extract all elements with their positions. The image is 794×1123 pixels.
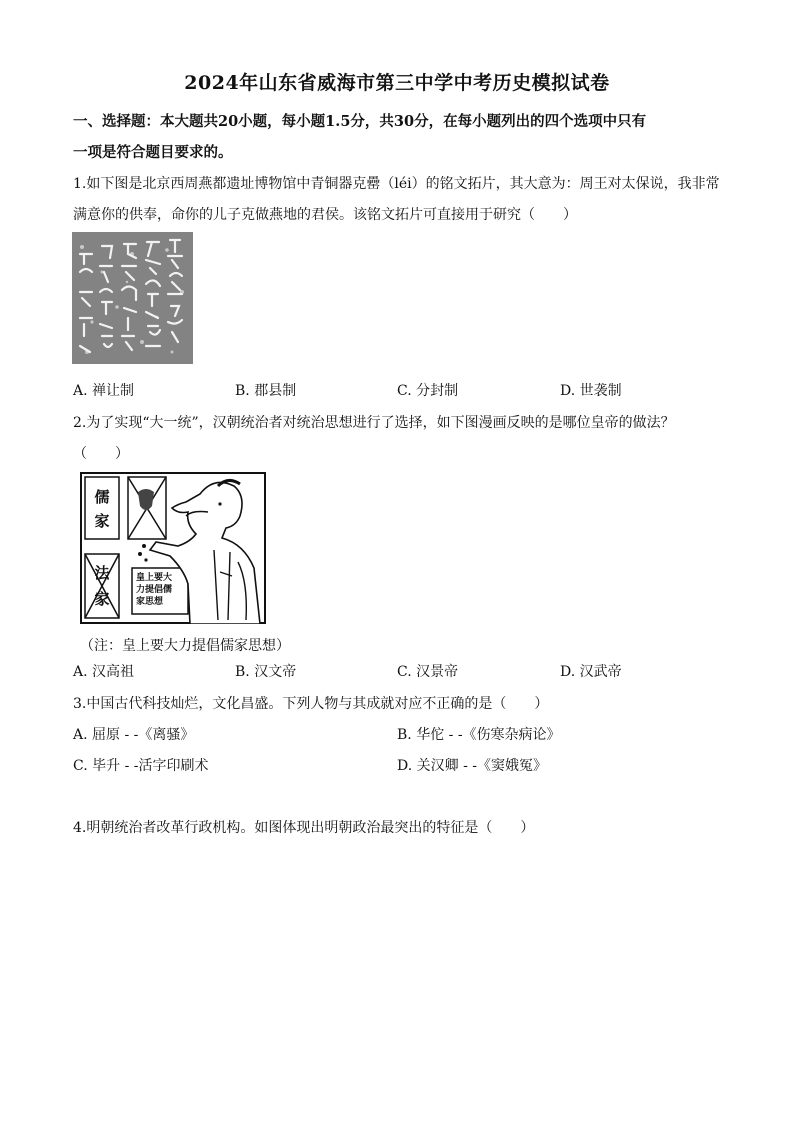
q3-option-c[interactable]: C. 毕升 - -活字印刷术	[73, 758, 209, 774]
svg-text:力提倡儒: 力提倡儒	[136, 585, 173, 595]
q2-option-b[interactable]: B. 汉文帝	[235, 664, 297, 680]
svg-text:家思想: 家思想	[136, 597, 164, 607]
cartoon-box1-char1: 儒	[94, 488, 110, 506]
q1-stem-line2: 满意你的供奉，命你的儿子克做燕地的君侯。该铭文拓片可直接用于研究（ ）	[73, 207, 577, 223]
q3-stem: 3.中国古代科技灿烂，文化昌盛。下列人物与其成就对应不正确的是（ ）	[73, 696, 549, 712]
q1-option-a[interactable]: A. 禅让制	[73, 383, 135, 399]
q3-option-a[interactable]: A. 屈原 - -《离骚》	[73, 727, 195, 743]
han-dynasty-cartoon-image	[80, 472, 266, 624]
q2-option-c[interactable]: C. 汉景帝	[397, 664, 459, 680]
q1-stem-line1: 1.如下图是北京西周燕都遗址博物馆中青铜器克罍（léi）的铭文拓片，其大意为：周王对太保说，我非常	[73, 176, 720, 192]
q3-option-d[interactable]: D. 关汉卿 - -《窦娥冤》	[397, 758, 547, 774]
q3-option-b[interactable]: B. 华佗 - -《伤寒杂病论》	[397, 727, 561, 743]
cartoon-box2-char1: 法	[94, 564, 110, 582]
q1-option-c[interactable]: C. 分封制	[397, 383, 459, 399]
bronze-inscription-rubbing-image	[72, 232, 193, 364]
cartoon-box2-char2: 家	[94, 590, 110, 608]
q2-stem-line2: （ ）	[73, 446, 129, 462]
q2-option-d[interactable]: D. 汉武帝	[560, 664, 622, 680]
q2-option-a[interactable]: A. 汉高祖	[73, 664, 135, 680]
cartoon-box1-char2: 家	[94, 512, 110, 530]
q2-cartoon-note: （注：皇上要大力提倡儒家思想）	[80, 638, 290, 654]
q4-stem: 4.明朝统治者改革行政机构。如图体现出明朝政治最突出的特征是（ ）	[73, 820, 535, 836]
section-heading-line1: 一、选择题：本大题共20小题，每小题1.5分，共30分，在每小题列出的四个选项中只有	[73, 113, 647, 130]
q1-option-b[interactable]: B. 郡县制	[235, 383, 297, 399]
section-heading-line2: 一项是符合题目要求的。	[73, 144, 233, 161]
q2-stem-line1: 2.为了实现“大一统”，汉朝统治者对统治思想进行了选择，如下图漫画反映的是哪位皇帝的做法？	[73, 415, 675, 431]
page-title: 2024年山东省威海市第三中学中考历史模拟试卷	[184, 72, 610, 94]
q1-option-d[interactable]: D. 世袭制	[560, 383, 622, 399]
svg-text:皇上要大: 皇上要大	[136, 573, 173, 583]
